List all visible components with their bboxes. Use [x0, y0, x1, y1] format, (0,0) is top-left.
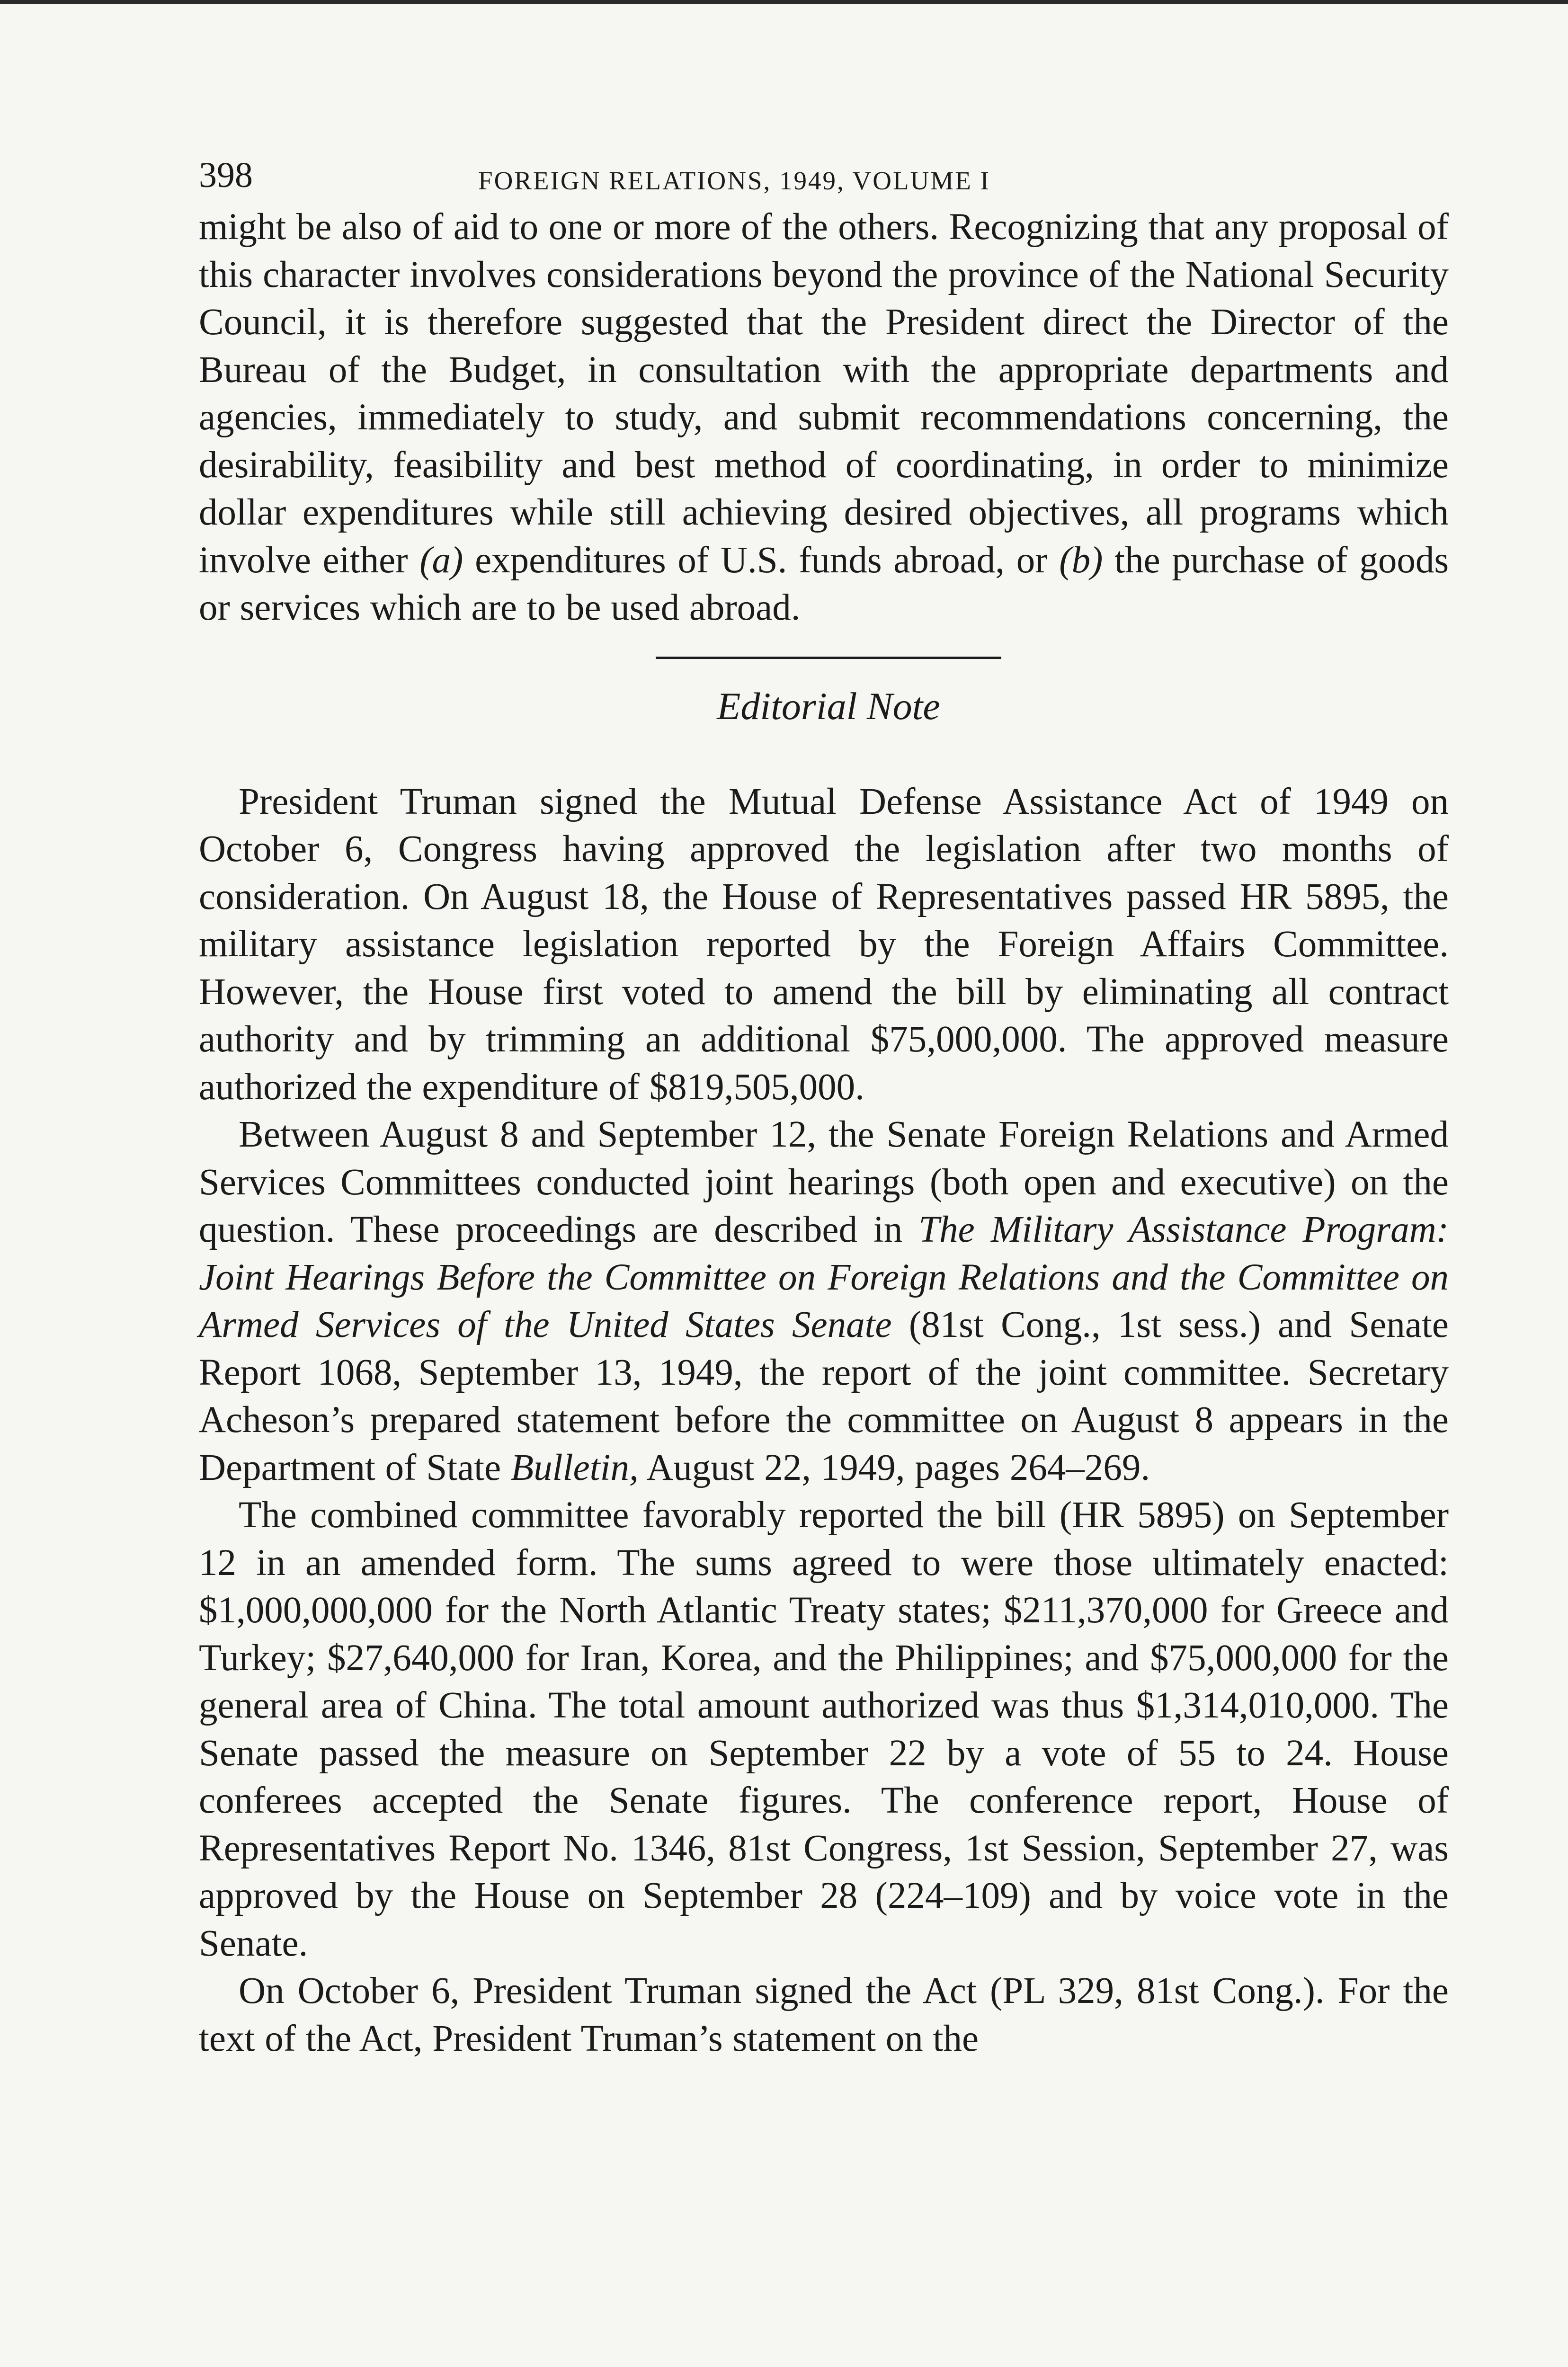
- editorial-paragraph-4: On October 6, President Truman signed the Act (PL 329, 81st Cong.). For the text of the Act, President Truman’s statement on the: [199, 1970, 1449, 2059]
- section-divider: [656, 657, 1001, 659]
- p2-start-text: Between August 8 and September 12, the Senate Foreign Relations and Armed Services Committees conducted joint hearings (both open and executive) on the question. These proceedings are described in: [199, 1114, 1449, 1250]
- intro-end-text: the purchase of goods or services which are to be used abroad.: [199, 539, 1449, 628]
- editorial-paragraph-1: President Truman signed the Mutual Defense Assistance Act of 1949 on October 6, Congress having approved the legislation after two months of consideration. On August 18, the House of Representatives passed HR 5895, the military assistance legislation reported by the Foreign Affairs Committee. However, the House first voted to amend the bill by eliminating all contract authority and by trimming an additional $75,000,000. The approved measure authorized the expenditure of $819,505,000.: [199, 781, 1449, 1108]
- editorial-paragraph-3: The combined committee favorably reported the bill (HR 5895) on September 12 in an amended form. The sums agreed to were those ultimately enacted: $1,000,000,000 for the North Atlantic Treaty states; $211,370,000 for Greece and Turkey; $27,640,000 for Iran, Korea, and the Philippines; and $75,000,000 for the general area of China. The total amount authorized was thus $1,314,010,000. The Senate passed the measure on September 22 by a vote of 55 to 24. House conferees accepted the Senate figures. The conference report, House of Representatives Report No. 1346, 81st Congress, 1st Session, September 27, was approved by the House on September 28 (224–109) and by voice vote in the Senate.: [199, 1495, 1449, 1964]
- p2-end-text: August 22, 1949, pages 264–269.: [646, 1447, 1150, 1488]
- document-page: [199, 147, 1449, 2063]
- p2-middle-text: (81st Cong., 1st sess.) and Senate Report 1068, September 13, 1949, the report of the joint committee. Secretary Acheson’s prepared statement before the committee on August 8 appears in the Department of State: [199, 1304, 1449, 1488]
- p2-hearings-title: The Military Assistance Program: Joint Hearings Before the Committee on Foreign Relations and the Committee on Armed Services of the United States Senate: [199, 1209, 1449, 1345]
- intro-label-a: (a): [419, 539, 463, 581]
- editorial-paragraph-2: [199, 1111, 1449, 1492]
- intro-mid-text: expenditures of U.S. funds abroad, or: [475, 539, 1048, 581]
- p2-bulletin-title: Bulletin,: [510, 1447, 639, 1488]
- running-header: [199, 147, 1449, 204]
- intro-label-b: (b): [1059, 539, 1103, 581]
- intro-paragraph: [199, 204, 1449, 632]
- page-number: 398: [199, 155, 253, 195]
- section-heading: Editorial Note: [717, 684, 940, 728]
- intro-text: might be also of aid to one or more of the others. Recognizing that any proposal of this character involves considerations beyond the province of the National Security Council, it is therefore suggested that the President direct the Director of the Bureau of the Budget, in consultation with the appropriate departments and agencies, immediately to study, and submit recommendations concerning, the desirability, feasibility and best method of coordinating, in order to minimize dollar expenditures while still achieving desired objectives, all programs which involve either: [199, 206, 1449, 581]
- page-top-rule: [0, 0, 1568, 4]
- running-title: FOREIGN RELATIONS, 1949, VOLUME I: [478, 166, 990, 195]
